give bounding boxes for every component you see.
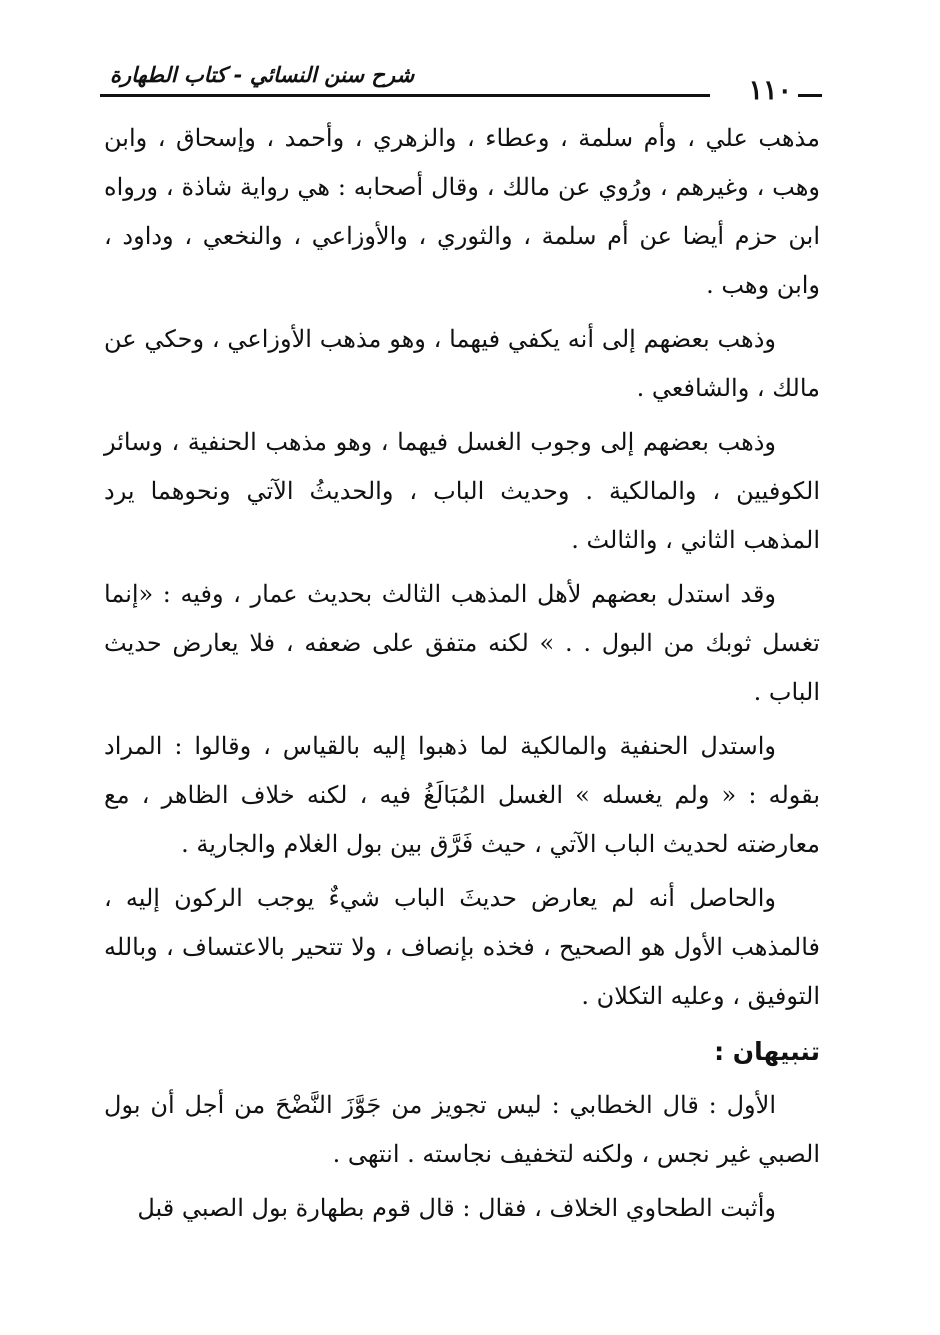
note-2: وأثبت الطحاوي الخلاف ، فقال : قال قوم بطهارة بول الصبي قبل: [137, 1194, 776, 1222]
page-number-dash: [798, 94, 822, 97]
paragraph-1: مذهب علي ، وأم سلمة ، وعطاء ، والزهري ، وأحمد ، وإسحاق ، وابن وهب ، وغيرهم ، ورُوي عن مالك ، وقال أصحابه : هي رواية شاذة ، ورواه ابن حزم أيضا عن أم سلمة ، والثوري ، والأوزاعي ، والنخعي ، وداود ، وابن وهب .: [104, 124, 820, 299]
section-title: تنبيهان :: [714, 1037, 820, 1066]
note-1: الأول : قال الخطابي : ليس تجويز من جَوَّزَ النَّضْحَ من أجل أن بول الصبي غير نجس ، ولكنه لتخفيف نجاسته . انتهى .: [104, 1091, 820, 1168]
page-number: ١١٠: [748, 75, 792, 106]
header-rule: [100, 94, 710, 97]
paragraph-4: وقد استدل بعضهم لأهل المذهب الثالث بحديث عمار ، وفيه : «إنما تغسل ثوبك من البول . . » لكنه متفق على ضعفه ، فلا يعارض حديث الباب .: [104, 580, 820, 706]
header-title: شرح سنن النسائي - كتاب الطهارة: [110, 63, 415, 87]
paragraph-3: وذهب بعضهم إلى وجوب الغسل فيهما ، وهو مذهب الحنفية ، وسائر الكوفيين ، والمالكية . وحديث الباب ، والحديثُ الآتي ونحوهما يرد المذهب الثاني ، والثالث .: [104, 428, 820, 554]
paragraph-5: واستدل الحنفية والمالكية لما ذهبوا إليه بالقياس ، وقالوا : المراد بقوله : « ولم يغسله » الغسل المُبَالَغُ فيه ، لكنه خلاف الظاهر ، مع معارضته لحديث الباب الآتي ، حيث فَرَّق بين بول الغلام والجارية .: [104, 732, 820, 858]
paragraph-6: والحاصل أنه لم يعارض حديثَ الباب شيءٌ يوجب الركون إليه ، فالمذهب الأول هو الصحيح ، فخذه بإنصاف ، ولا تتحير بالاعتساف ، وبالله التوفيق ، وعليه التكلان .: [104, 884, 820, 1010]
paragraph-2: وذهب بعضهم إلى أنه يكفي فيهما ، وهو مذهب الأوزاعي ، وحكي عن مالك ، والشافعي .: [104, 325, 820, 402]
running-header: [100, 58, 822, 108]
body-text: [104, 114, 820, 1238]
